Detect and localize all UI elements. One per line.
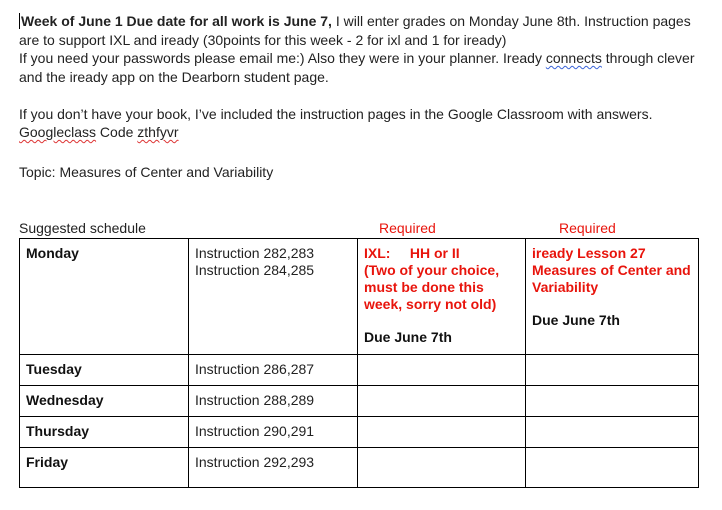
instruction-cell[interactable]: Instruction 290,291 (189, 417, 358, 448)
instruction-pages: Instruction 282,283 (195, 245, 315, 261)
intro-line-6[interactable] (19, 123, 709, 142)
table-row (20, 448, 699, 488)
iready-line: Measures of Center and (532, 262, 691, 278)
iready-requirement-cell[interactable] (526, 239, 699, 355)
iready-due-date: Due June 7th (532, 312, 620, 328)
ixl-requirement-cell[interactable] (358, 239, 526, 355)
schedule-label: Suggested schedule (19, 220, 146, 236)
schedule-header-row (19, 220, 699, 238)
empty-cell[interactable] (526, 417, 699, 448)
required-label-ixl: Required (379, 220, 436, 236)
ixl-line: week, sorry not old) (364, 296, 497, 312)
class-code-label: Code (96, 124, 138, 140)
spacer (364, 313, 518, 329)
document-body (19, 12, 709, 142)
table-row (20, 386, 699, 417)
empty-cell[interactable] (358, 417, 526, 448)
iready-line: iready Lesson 27 (532, 245, 646, 261)
table-row (20, 417, 699, 448)
ixl-line: (Two of your choice, (364, 262, 500, 278)
grammar-flag-word[interactable]: connects (545, 50, 602, 66)
day-cell[interactable]: Wednesday (20, 386, 189, 417)
ixl-line: IXL: HH or II (364, 245, 460, 261)
empty-cell[interactable] (358, 448, 526, 488)
empty-cell[interactable] (358, 386, 526, 417)
intro-line-5[interactable]: If you don’t have your book, I’ve included the instruction pages in the Google Classroom with answers. (19, 105, 653, 122)
intro-line-4[interactable]: and the iready app on the Dearborn student page. (19, 68, 329, 85)
day-cell[interactable]: Thursday (20, 417, 189, 448)
iready-line: Variability (532, 279, 599, 295)
instruction-cell[interactable]: Instruction 288,289 (189, 386, 358, 417)
intro-line-3[interactable] (19, 49, 709, 68)
due-date-statement: Week of June 1 Due date for all work is June 7, (21, 13, 332, 29)
instruction-cell[interactable]: Instruction 292,293 (189, 448, 358, 488)
instruction-cell[interactable] (189, 239, 358, 355)
spacer (532, 296, 691, 312)
blank-line (19, 86, 709, 105)
intro-line-1-rest: I will enter grades on Monday June 8th. Instruction pages (331, 13, 691, 29)
day-cell[interactable]: Friday (20, 448, 189, 488)
schedule-table (19, 238, 699, 488)
instruction-cell[interactable]: Instruction 286,287 (189, 355, 358, 386)
ixl-due-date: Due June 7th (364, 329, 452, 345)
class-code-value[interactable]: zthfyvr (137, 124, 179, 140)
intro-line-3-text: If you need your passwords please email me:) Also they were in your planner. Iready (19, 50, 546, 66)
day-cell[interactable]: Tuesday (20, 355, 189, 386)
empty-cell[interactable] (526, 386, 699, 417)
empty-cell[interactable] (358, 355, 526, 386)
ixl-line: must be done this (364, 279, 484, 295)
spelling-flag-word[interactable]: Googleclass (19, 124, 97, 140)
day-cell[interactable]: Monday (20, 239, 189, 355)
text-cursor (19, 13, 20, 29)
table-row (20, 355, 699, 386)
empty-cell[interactable] (526, 448, 699, 488)
topic-line[interactable]: Topic: Measures of Center and Variability (19, 164, 274, 180)
intro-line-1[interactable] (19, 12, 709, 31)
table-row (20, 239, 699, 355)
intro-line-3-end: through clever (601, 50, 695, 66)
intro-line-2[interactable]: are to support IXL and iready (30points for this week - 2 for ixl and 1 for iready) (19, 31, 507, 48)
required-label-iready: Required (559, 220, 616, 236)
instruction-pages: Instruction 284,285 (195, 262, 315, 278)
empty-cell[interactable] (526, 355, 699, 386)
